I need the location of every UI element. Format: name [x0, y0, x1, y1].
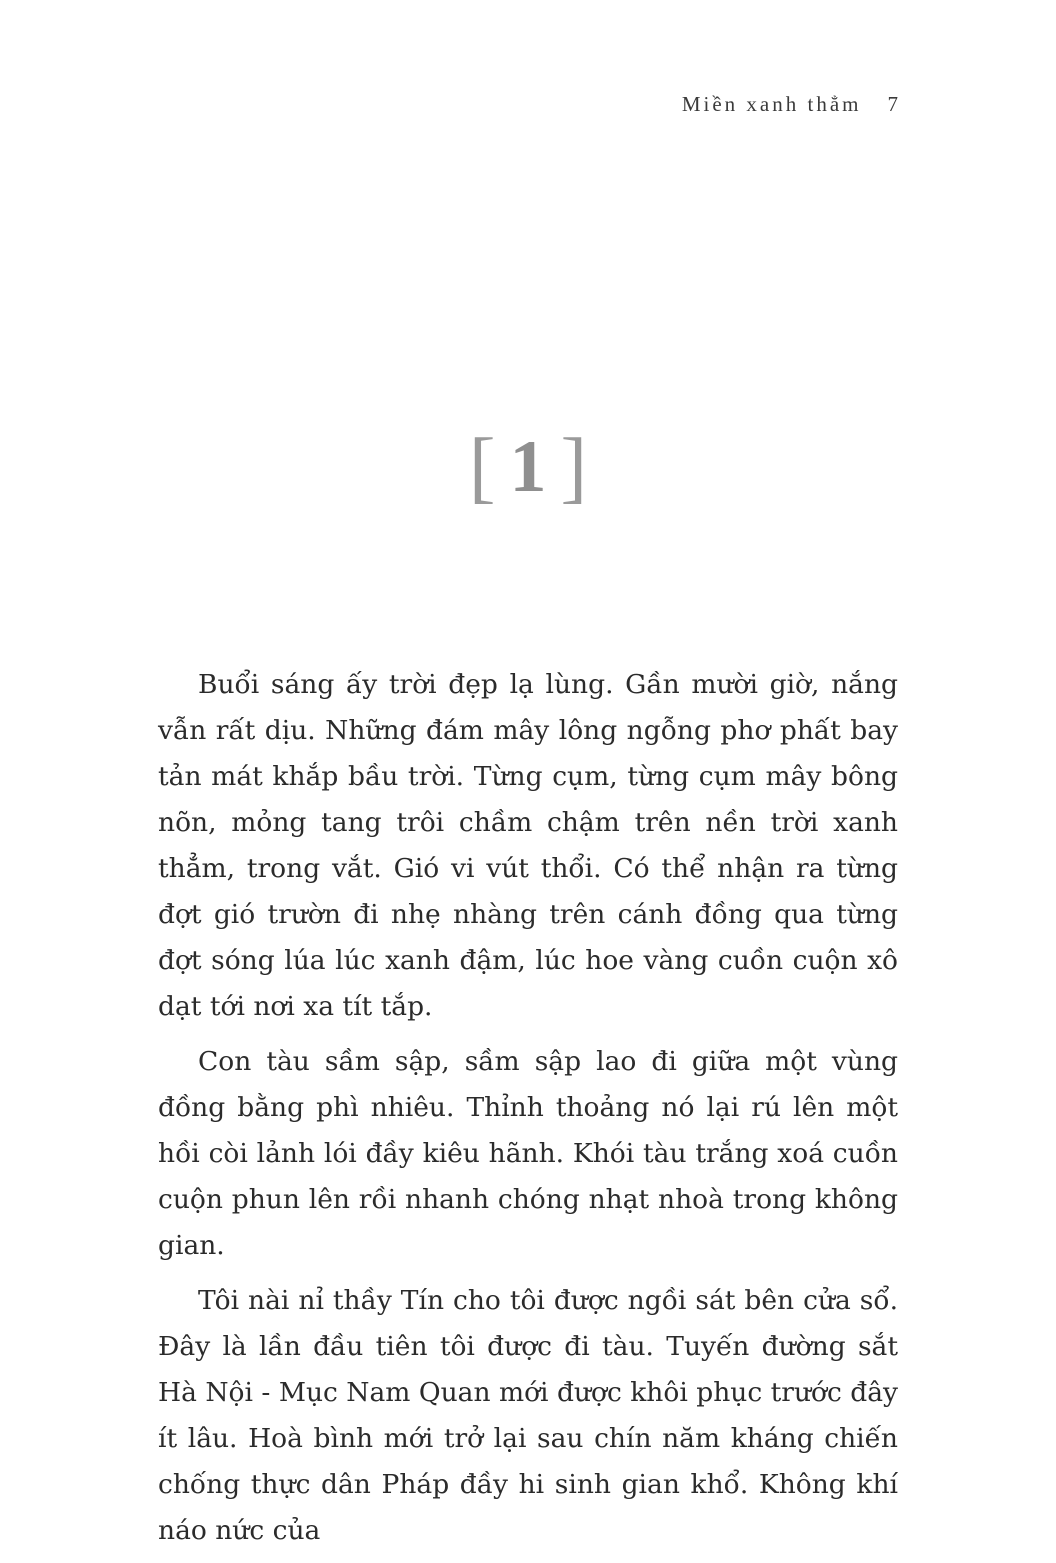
chapter-number: 1 — [509, 426, 547, 508]
paragraph-3: Tôi nài nỉ thầy Tín cho tôi được ngồi sát bên cửa sổ. Đây là lần đầu tiên tôi được đi tàu. Tuyến đường sắt Hà Nội - Mục Nam Quan mới được khôi phục trước đây ít lâu. Hoà bình mới trở lại sau chín năm kháng chiến chống thực dân Pháp đầy hi sinh gian khổ. Không khí náo nức của — [158, 1285, 898, 1546]
chapter-heading — [0, 422, 1056, 513]
chapter-close-bracket: ] — [560, 423, 588, 511]
page-number: 7 — [887, 92, 898, 116]
running-header — [682, 92, 898, 117]
book-title: Miền xanh thẳm — [681, 92, 862, 116]
body-text — [158, 662, 898, 1563]
chapter-open-bracket: [ — [468, 423, 496, 511]
paragraph-1: Buổi sáng ấy trời đẹp lạ lùng. Gần mười giờ, nắng vẫn rất dịu. Những đám mây lông ngỗng phơ phất bay tản mát khắp bầu trời. Từng cụm, từng cụm mây bông nõn, mỏng tang trôi chầm chậm trên nền trời xanh thẳm, trong vắt. Gió vi vút thổi. Có thể nhận ra từng đợt gió trườn đi nhẹ nhàng trên cánh đồng qua từng đợt sóng lúa lúc xanh đậm, lúc hoe vàng cuồn cuộn xô dạt tới nơi xa tít tắp. — [158, 669, 898, 1022]
paragraph-2: Con tàu sầm sập, sầm sập lao đi giữa một vùng đồng bằng phì nhiêu. Thỉnh thoảng nó lại rú lên một hồi còi lảnh lói đầy kiêu hãnh. Khói tàu trắng xoá cuồn cuộn phun lên rồi nhanh chóng nhạt nhoà trong không gian. — [158, 1046, 898, 1261]
